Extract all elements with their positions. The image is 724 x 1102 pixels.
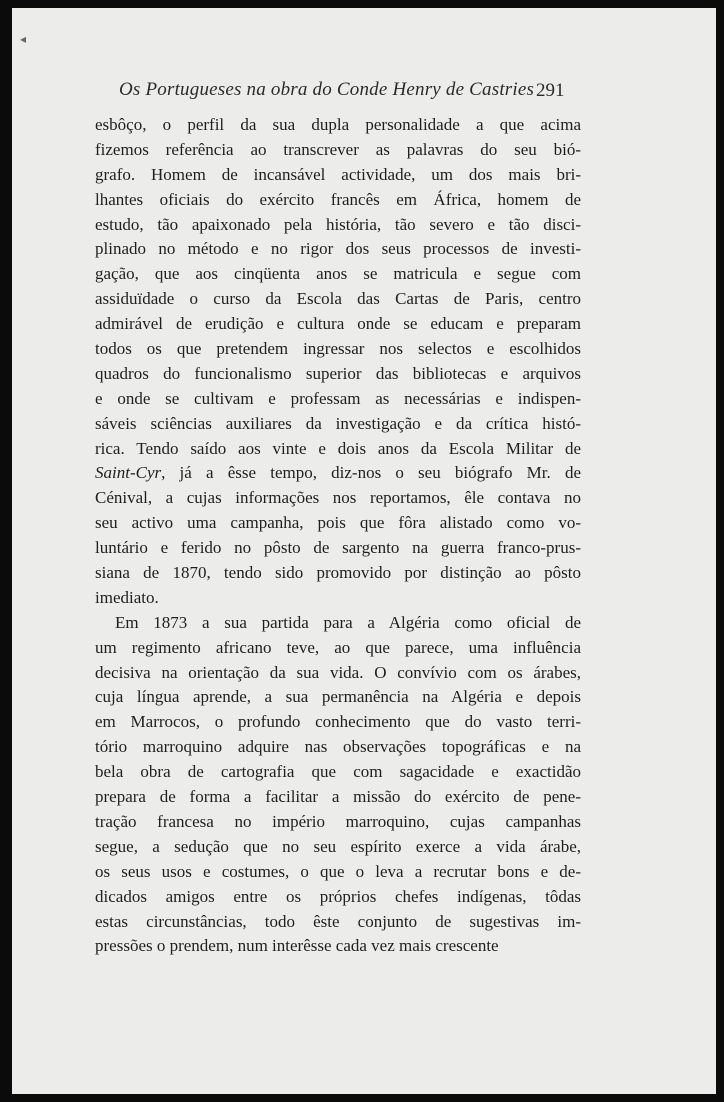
paragraph-2 [95, 611, 581, 959]
text-line: estudo, tão apaixonado pela história, tão severo e tão disci- [95, 214, 581, 234]
text-line: Cénival, a cujas informações nos reportamos, êle contava no [95, 488, 581, 508]
text-line: cuja língua aprende, a sua permanência na Algéria e depois [95, 687, 581, 707]
text-line: tório marroquino adquire nas observações topográficas e na [95, 737, 581, 757]
page-header [12, 74, 716, 108]
text-line: pressões o prendem, num interêsse cada vez mais crescente [95, 936, 499, 956]
page-number: 291 [536, 80, 565, 101]
text-line: todos os que pretendem ingressar nos selectos e escolhidos [95, 339, 581, 359]
text-line: decisiva na orientação da sua vida. O convívio com os árabes, [95, 662, 581, 682]
text-line: prepara de forma a facilitar a missão do exército de pene- [95, 787, 581, 807]
text-line: admirável de erudição e cultura onde se educam e preparam [95, 314, 581, 334]
text-line: seu activo uma campanha, pois que fôra alistado como vo- [95, 513, 581, 533]
text-line: e onde se cultivam e professam as necessárias e indispen- [95, 388, 581, 408]
text-line: segue, a sedução que no seu espírito exerce a vida árabe, [95, 836, 581, 856]
text-line: rica. Tendo saído aos vinte e dois anos da Escola Militar de [95, 438, 581, 458]
page-body [95, 113, 581, 959]
text-line: quadros do funcionalismo superior das bibliotecas e arquivos [95, 363, 581, 383]
text-line: siana de 1870, tendo sido promovido por distinção ao pôsto [95, 563, 581, 583]
margin-mark: ◂ [20, 32, 27, 46]
text-line: um regimento africano teve, ao que parece, uma influência [95, 637, 581, 657]
book-page [12, 8, 716, 1094]
text-line: grafo. Homem de incansável actividade, um dos mais bri- [95, 164, 581, 184]
italic-term: Saint-Cyr [95, 463, 162, 483]
text-line-italic [95, 461, 581, 486]
text-line: estas circunstâncias, todo êste conjunto de sugestivas im- [95, 911, 581, 931]
text-line: lhantes oficiais do exército francês em África, homem de [95, 189, 581, 209]
paragraph-1 [95, 113, 581, 611]
text-line: plinado no método e no rigor dos seus processos de investi- [95, 239, 581, 259]
text-line: os seus usos e costumes, o que o leva a recrutar bons e de- [95, 861, 581, 881]
text-line: fizemos referência ao transcrever as palavras do seu bió- [95, 139, 581, 159]
running-title: Os Portugueses na obra do Conde Henry de Castries [119, 79, 535, 100]
text-line: em Marrocos, o profundo conhecimento que do vasto terri- [95, 712, 581, 732]
text-line: gação, que aos cinqüenta anos se matricula e segue com [95, 264, 581, 284]
text-line: tração francesa no império marroquino, cujas campanhas [95, 811, 581, 831]
text-line: bela obra de cartografia que com sagacidade e exactidão [95, 762, 581, 782]
text-run: , já a êsse tempo, diz-nos o seu biógrafo Mr. de [161, 463, 581, 483]
text-line: luntário e ferido no pôsto de sargento na guerra franco-prus- [95, 538, 581, 558]
text-line: dicados amigos entre os próprios chefes indígenas, tôdas [95, 886, 581, 906]
text-line: assiduïdade o curso da Escola das Cartas de Paris, centro [95, 289, 581, 309]
text-line: sáveis sciências auxiliares da investigação e da crítica histó- [95, 413, 581, 433]
text-line: imediato. [95, 587, 159, 607]
text-line: Em 1873 a sua partida para a Algéria como oficial de [115, 612, 581, 632]
text-line: esbôço, o perfil da sua dupla personalidade a que acima [95, 115, 581, 134]
